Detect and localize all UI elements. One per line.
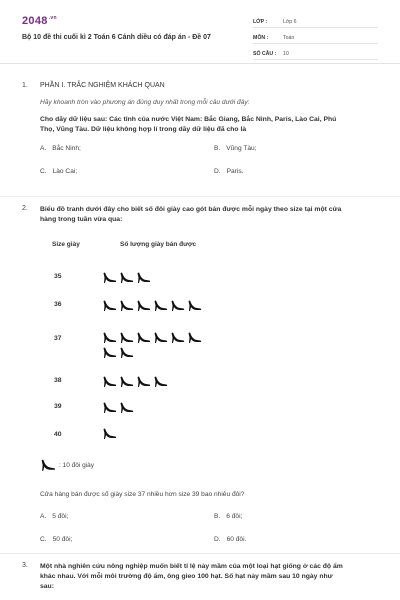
option-letter: D. (214, 168, 221, 175)
question-number: 2. (22, 205, 28, 212)
high-heel-icon (119, 375, 134, 388)
option-text: 6 đôi; (226, 513, 243, 520)
option-letter: D. (214, 536, 221, 543)
high-heel-icon (187, 299, 202, 312)
high-heel-icon (102, 271, 117, 284)
pictograph (40, 241, 340, 481)
question-2 (22, 205, 382, 555)
options-row (40, 536, 380, 550)
meta-label: SỐ CÂU : (253, 51, 277, 57)
shoe-icons (102, 401, 202, 414)
high-heel-icon (102, 375, 117, 388)
question-3 (22, 562, 382, 600)
question-number: 3. (22, 562, 28, 569)
high-heel-icon (170, 331, 185, 344)
option-text: Lào Cai; (52, 168, 78, 175)
high-heel-icon (136, 331, 151, 344)
sub-question: Cửa hàng bán được số giày size 37 nhiều hơn size 39 bao nhiêu đôi? (40, 491, 245, 498)
question-number: 1. (22, 82, 28, 89)
question-1 (22, 82, 382, 192)
high-heel-icon (102, 346, 117, 359)
option-c[interactable] (40, 168, 77, 175)
shoe-icons (102, 271, 202, 284)
legend-text: : 10 đôi giày (59, 461, 95, 469)
high-heel-icon (119, 331, 134, 344)
option-d[interactable] (214, 168, 243, 175)
meta-value: Toán (283, 35, 295, 41)
meta-value: 10 (283, 51, 289, 57)
logo-text: 2048 (22, 15, 48, 27)
option-letter: A. (40, 513, 47, 520)
option-c[interactable] (40, 536, 72, 543)
size-label: 40 (54, 431, 62, 438)
high-heel-icon (153, 331, 168, 344)
option-a[interactable] (40, 145, 81, 152)
document-title: Bộ 10 đề thi cuối kì 2 Toán 6 Cánh diều có đáp án - Đề 07 (22, 34, 211, 41)
pictograph-legend (40, 458, 94, 472)
question-stem-line: Thọ, Vũng Tàu. Dữ liệu không hợp lí trong dãy dữ liệu đã cho là (40, 126, 247, 133)
high-heel-icon (136, 271, 151, 284)
option-text: Vũng Tàu; (226, 145, 257, 152)
option-text: Paris. (226, 168, 244, 175)
question-stem-line: Biểu đồ tranh dưới đây cho biết số đôi giày cao gót bán được mỗi ngày theo size tại một cửa (40, 206, 342, 213)
high-heel-icon (119, 401, 134, 414)
high-heel-icon (187, 331, 202, 344)
meta-class (253, 14, 378, 28)
high-heel-icon (170, 299, 185, 312)
high-heel-icon (102, 299, 117, 312)
option-text: 5 đôi; (52, 513, 69, 520)
size-label: 36 (54, 301, 62, 308)
high-heel-icon (119, 346, 134, 359)
section-title: PHẦN I. TRẮC NGHIỆM KHÁCH QUAN (40, 82, 165, 89)
question-stem-line: Cho dãy dữ liệu sau: Các tỉnh của nước Việt Nam: Bắc Giang, Bắc Ninh, Paris, Lào Cai, Phú (40, 116, 337, 123)
shoe-icons (102, 427, 202, 440)
page-header (0, 0, 400, 64)
question-stem-line: khác nhau. Với mỗi môi trường độ ẩm, ông gieo 100 hạt. Số hạt nảy mầm sau 10 ngày như (40, 573, 333, 580)
divider (0, 196, 400, 197)
shoe-icons (102, 299, 202, 312)
option-text: Bắc Ninh; (52, 145, 81, 152)
question-body (40, 205, 382, 225)
question-stem-line: hàng trong tuần vừa qua: (40, 216, 123, 223)
high-heel-icon (153, 375, 168, 388)
question-stem-line: sau: (40, 583, 54, 590)
size-label: 38 (54, 377, 62, 384)
meta-question-count (253, 46, 378, 60)
options-row (40, 513, 380, 527)
size-label: 35 (54, 273, 62, 280)
meta-label: LỚP : (253, 19, 268, 25)
option-a[interactable] (40, 513, 68, 520)
exam-meta (253, 14, 378, 62)
high-heel-icon (102, 401, 117, 414)
option-letter: C. (40, 168, 47, 175)
high-heel-icon (119, 271, 134, 284)
site-logo[interactable] (22, 15, 57, 27)
option-letter: B. (214, 513, 221, 520)
high-heel-icon (102, 331, 117, 344)
high-heel-icon (136, 375, 151, 388)
logo-suffix: .vn (48, 15, 57, 21)
question-body (40, 82, 382, 182)
divider (0, 553, 400, 554)
shoe-icons (102, 375, 202, 388)
column-header-size: Size giày (52, 241, 80, 248)
high-heel-icon (40, 458, 56, 472)
option-b[interactable] (214, 513, 242, 520)
option-d[interactable] (214, 536, 246, 543)
high-heel-icon (136, 299, 151, 312)
option-letter: C. (40, 536, 47, 543)
option-text: 50 đôi; (52, 536, 73, 543)
option-letter: A. (40, 145, 47, 152)
column-header-count: Số lượng giày bán được (120, 241, 197, 248)
option-text: 60 đôi. (226, 536, 247, 543)
meta-subject (253, 30, 378, 44)
meta-label: MÔN : (253, 35, 269, 41)
options-row (40, 168, 382, 182)
option-letter: B. (214, 145, 221, 152)
shoe-icons (102, 331, 202, 359)
size-label: 39 (54, 403, 62, 410)
options-row (40, 145, 382, 159)
high-heel-icon (102, 427, 117, 440)
option-b[interactable] (214, 145, 257, 152)
question-body (40, 562, 382, 592)
size-label: 37 (54, 335, 62, 342)
high-heel-icon (153, 299, 168, 312)
high-heel-icon (119, 299, 134, 312)
question-stem-line: Một nhà nghiên cứu nông nghiệp muốn biết tỉ lệ nảy mầm của một loại hạt giống ở các độ ẩm (40, 563, 343, 570)
meta-value: Lớp 6 (283, 19, 297, 25)
instruction-text: Hãy khoanh tròn vào phương án đúng duy nhất trong mỗi câu dưới đây: (40, 99, 250, 106)
